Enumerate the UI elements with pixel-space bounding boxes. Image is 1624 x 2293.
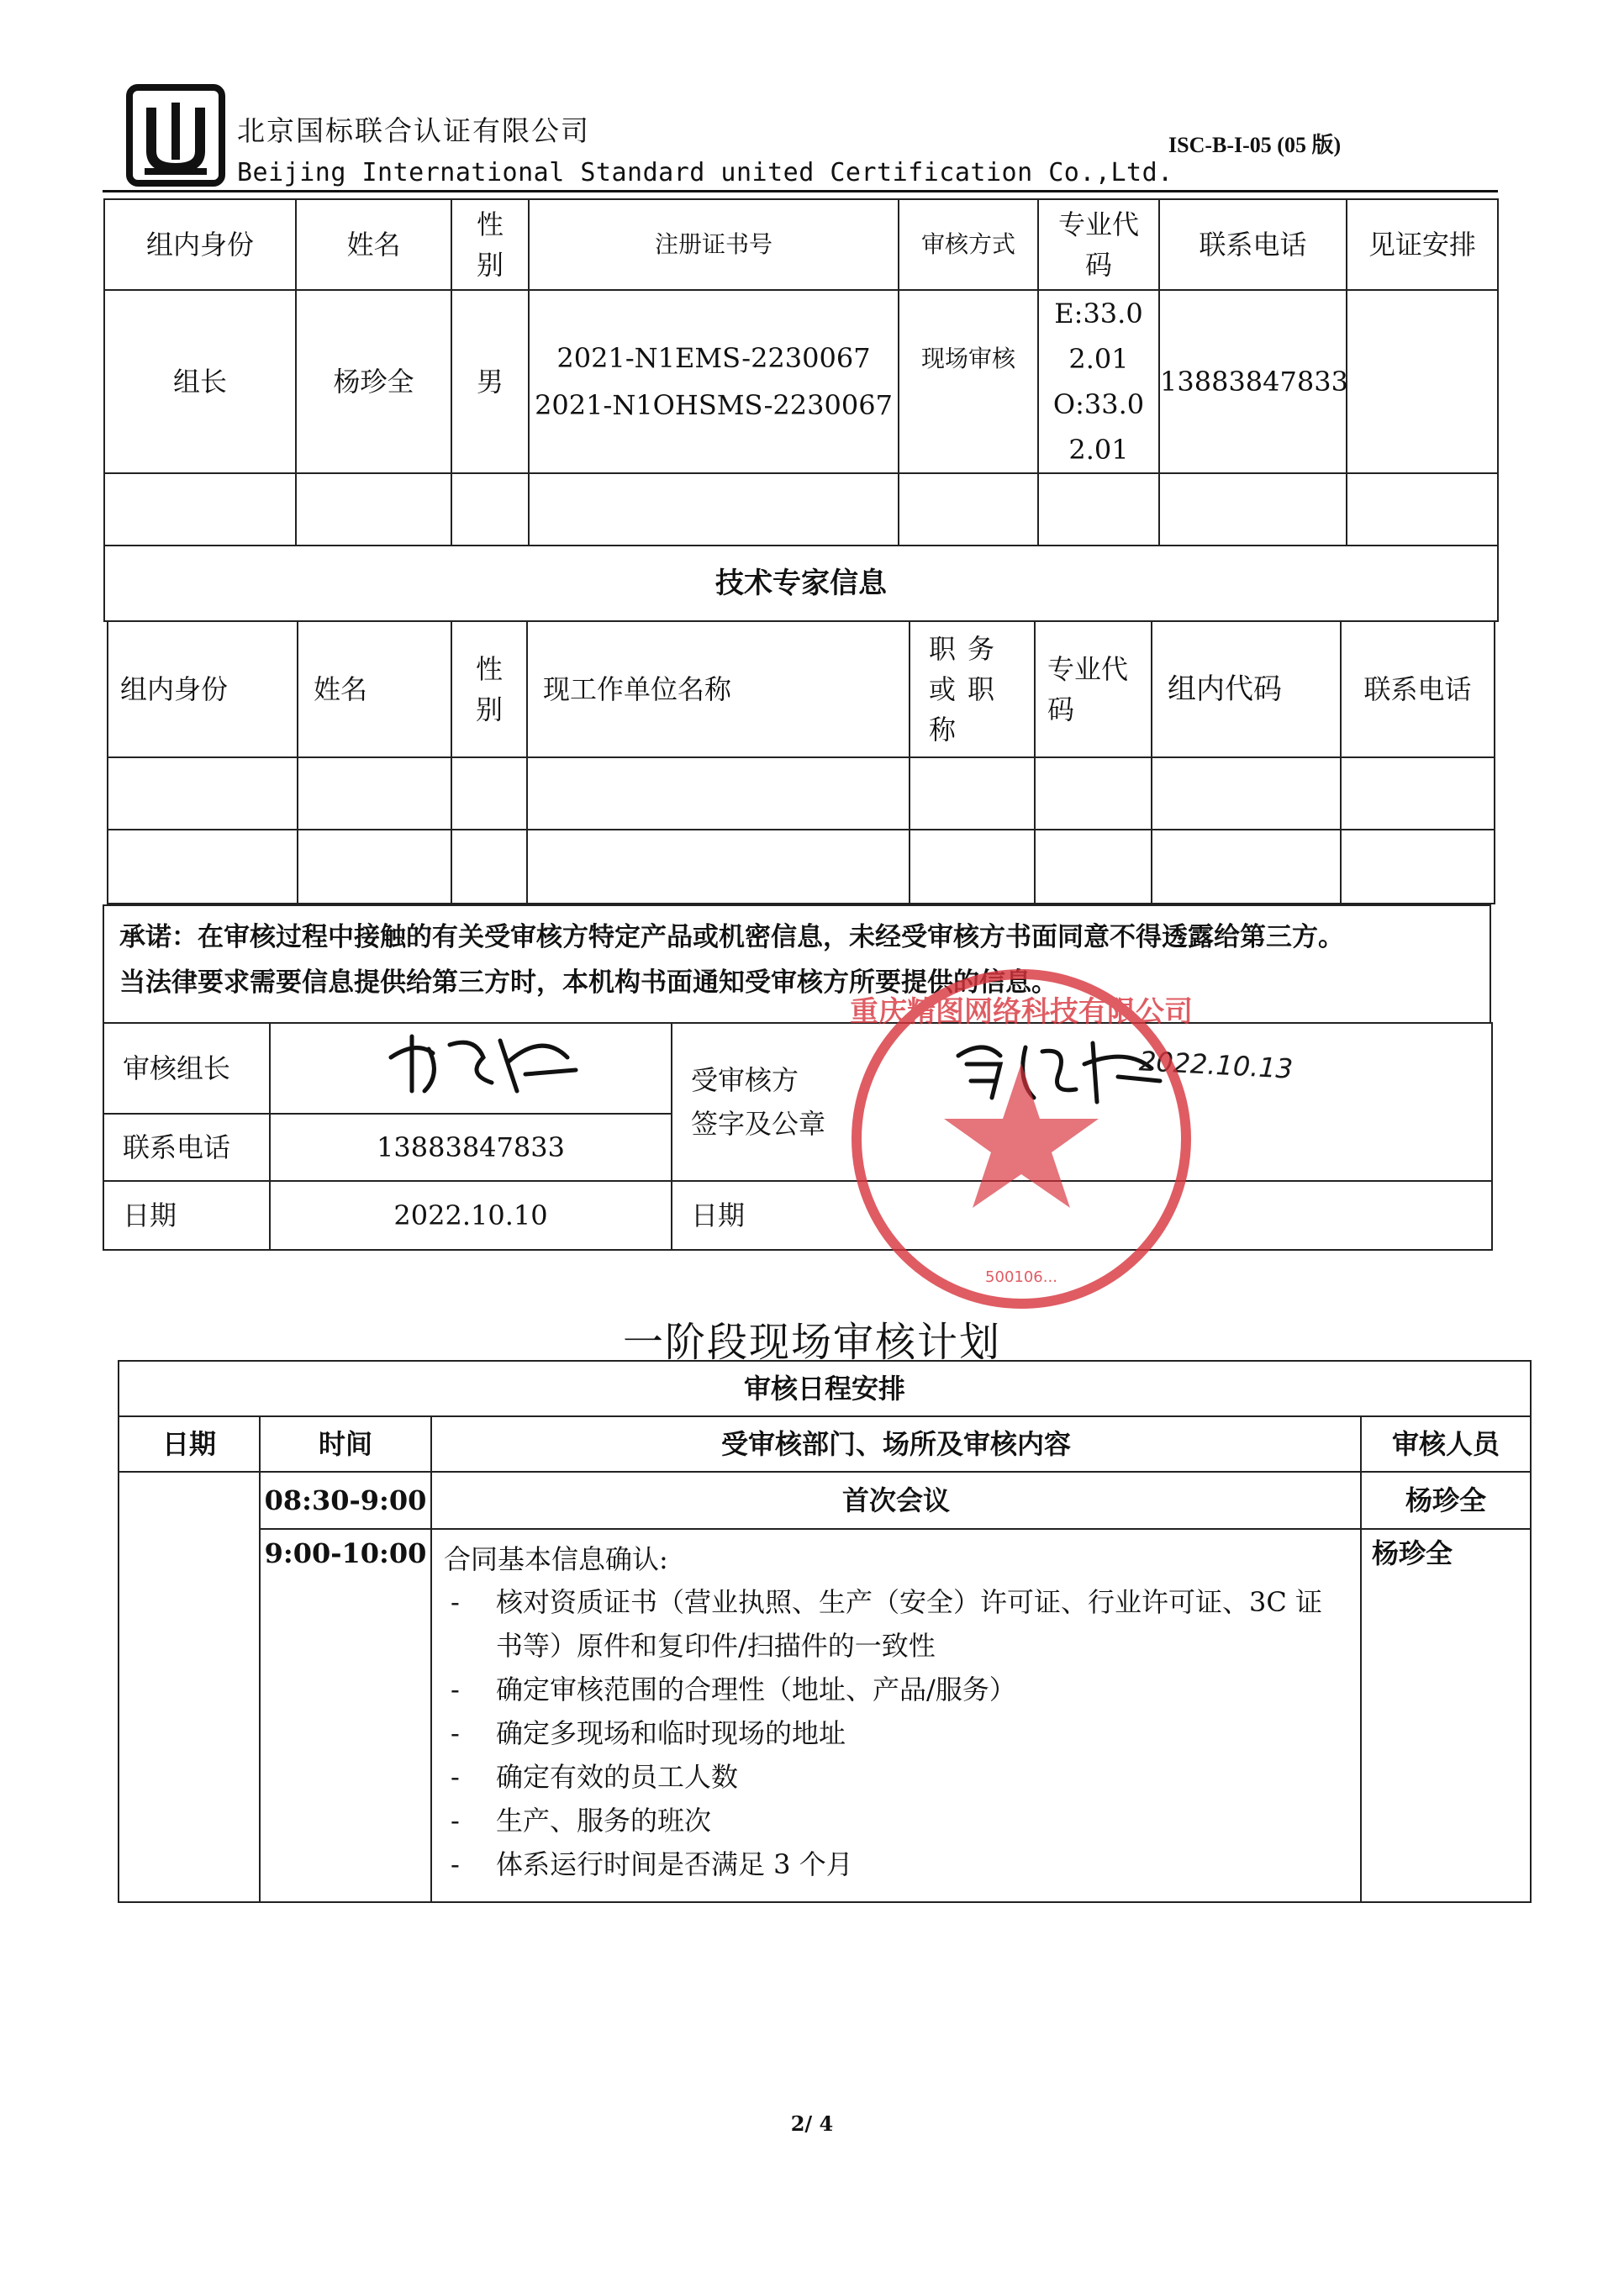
- team-certificates: [529, 290, 899, 473]
- header-cell: 姓名: [298, 621, 451, 757]
- header-cell: 审核人员: [1361, 1416, 1531, 1472]
- header-cell: 性别: [451, 621, 527, 757]
- plan-content: 首次会议: [431, 1472, 1361, 1529]
- leader-phone: 13883847833: [270, 1114, 672, 1181]
- header-cell: 时间: [260, 1416, 431, 1472]
- header-cell: 专业代码: [1035, 621, 1152, 757]
- code-line: 2.01: [1068, 343, 1129, 375]
- header-cell: 联系电话: [1159, 199, 1347, 290]
- bullet-dash: -: [451, 1586, 460, 1618]
- plan-time: 08:30-9:00: [260, 1472, 431, 1529]
- audit-plan-table: [118, 1360, 1532, 1903]
- list-item: - 体系运行时间是否满足 3 个月: [444, 1842, 1348, 1886]
- svg-text:500106...: 500106...: [985, 1268, 1057, 1286]
- team-witness: [1347, 290, 1498, 473]
- confidentiality-pledge: [103, 904, 1491, 1022]
- code-line: 2.01: [1068, 434, 1129, 466]
- team-gender: 男: [451, 290, 529, 473]
- team-role: 组长: [104, 290, 296, 473]
- content-title: 合同基本信息确认:: [444, 1543, 668, 1575]
- list-item: - 确定有效的员工人数: [444, 1755, 1348, 1799]
- auditee-signature: [950, 1031, 1168, 1106]
- code-line: O:33.0: [1052, 388, 1145, 420]
- plan-row: [119, 1472, 1531, 1529]
- plan-content: [431, 1529, 1361, 1902]
- pledge-line: 承诺：在审核过程中接触的有关受审核方特定产品或机密信息，未经受审核方书面同意不得透露给第三方。: [119, 922, 1344, 952]
- list-item: - 确定审核范围的合理性（地址、产品/服务）: [444, 1668, 1348, 1711]
- auditee-label: 签字及公章: [691, 1108, 826, 1140]
- team-method: 现场审核: [899, 290, 1038, 473]
- expert-title-row: [104, 546, 1498, 621]
- company-name-en: Beijing International Standard united Certification Co.,Ltd.: [237, 158, 1173, 187]
- phone-label: 联系电话: [103, 1114, 270, 1181]
- cert-number: 2021-N1EMS-2230067: [556, 342, 871, 374]
- plan-row: [119, 1529, 1531, 1902]
- company-name-cn: 北京国标联合认证有限公司: [237, 114, 590, 147]
- header-cell: 姓名: [296, 199, 451, 290]
- header-cell: 组内身份: [108, 621, 298, 757]
- plan-time: 9:00-10:00: [260, 1529, 431, 1902]
- header-cell: 专业代码: [1038, 199, 1159, 290]
- plan-title: 一阶段现场审核计划: [622, 1319, 1001, 1366]
- expert-table: [107, 620, 1495, 904]
- expert-empty-row: [108, 830, 1495, 904]
- header-divider: [103, 190, 1498, 192]
- plan-auditor: 杨珍全: [1361, 1472, 1531, 1529]
- bullet-dash: -: [451, 1717, 460, 1749]
- header-cell: 组内身份: [104, 199, 296, 290]
- bullet-dash: -: [451, 1848, 460, 1880]
- code-line: E:33.0: [1054, 298, 1143, 329]
- auditee-label: 受审核方: [691, 1064, 799, 1096]
- plan-date-cell: [119, 1472, 260, 1902]
- plan-auditor: 杨珍全: [1361, 1529, 1531, 1902]
- team-leader-row: [104, 290, 1498, 473]
- header-cell: 联系电话: [1341, 621, 1495, 757]
- header-cell: 现工作单位名称: [527, 621, 910, 757]
- team-header-row: [104, 199, 1498, 290]
- team-code: [1038, 290, 1159, 473]
- header-cell: 受审核部门、场所及审核内容: [431, 1416, 1361, 1472]
- header-cell: 见证安排: [1347, 199, 1498, 290]
- schedule-title: 审核日程安排: [119, 1361, 1531, 1416]
- header-cell: 日期: [119, 1416, 260, 1472]
- list-item: - 生产、服务的班次: [444, 1799, 1348, 1842]
- leader-label: 审核组长: [103, 1023, 270, 1114]
- list-item: - 核对资质证书（营业执照、生产（安全）许可证、行业许可证、3C 证书等）原件和复印件/扫描件的一致性: [444, 1580, 1348, 1668]
- leader-date: 2022.10.10: [270, 1181, 672, 1250]
- header-cell: 性别: [451, 199, 529, 290]
- team-phone: 13883847833: [1159, 290, 1347, 473]
- team-empty-row: [104, 473, 1498, 546]
- header-cell: 审核方式: [899, 199, 1038, 290]
- bullet-dash: -: [451, 1805, 460, 1837]
- bullet-dash: -: [451, 1674, 460, 1705]
- list-item: - 确定多现场和临时现场的地址: [444, 1711, 1348, 1755]
- auditee-date-label: 日期: [672, 1181, 1492, 1250]
- header-cell: 组内代码: [1152, 621, 1341, 757]
- company-logo-icon: [126, 84, 225, 187]
- date-label: 日期: [103, 1181, 270, 1250]
- svg-text:重庆精图网络科技有限公司: 重庆精图网络科技有限公司: [850, 995, 1193, 1029]
- cert-number: 2021-N1OHSMS-2230067: [535, 389, 893, 421]
- document-code: ISC-B-I-05 (05 版): [1168, 133, 1342, 157]
- plan-header-row: [119, 1416, 1531, 1472]
- header-cell: 注册证书号: [529, 199, 899, 290]
- leader-signature: [382, 1024, 584, 1099]
- expert-header-row: [108, 621, 1495, 757]
- expert-empty-row: [108, 757, 1495, 830]
- audit-team-table: [103, 198, 1499, 622]
- bullet-dash: -: [451, 1761, 460, 1793]
- header-cell: 职务或职称: [910, 621, 1035, 757]
- page-number: 2/ 4: [790, 2111, 834, 2136]
- expert-section-title: 技术专家信息: [104, 546, 1498, 621]
- auditee-sign-date: 2022.10.13: [1138, 1045, 1294, 1085]
- pledge-line: 当法律要求需要信息提供给第三方时，本机构书面通知受审核方所要提供的信息。: [119, 967, 1057, 998]
- team-name: 杨珍全: [296, 290, 451, 473]
